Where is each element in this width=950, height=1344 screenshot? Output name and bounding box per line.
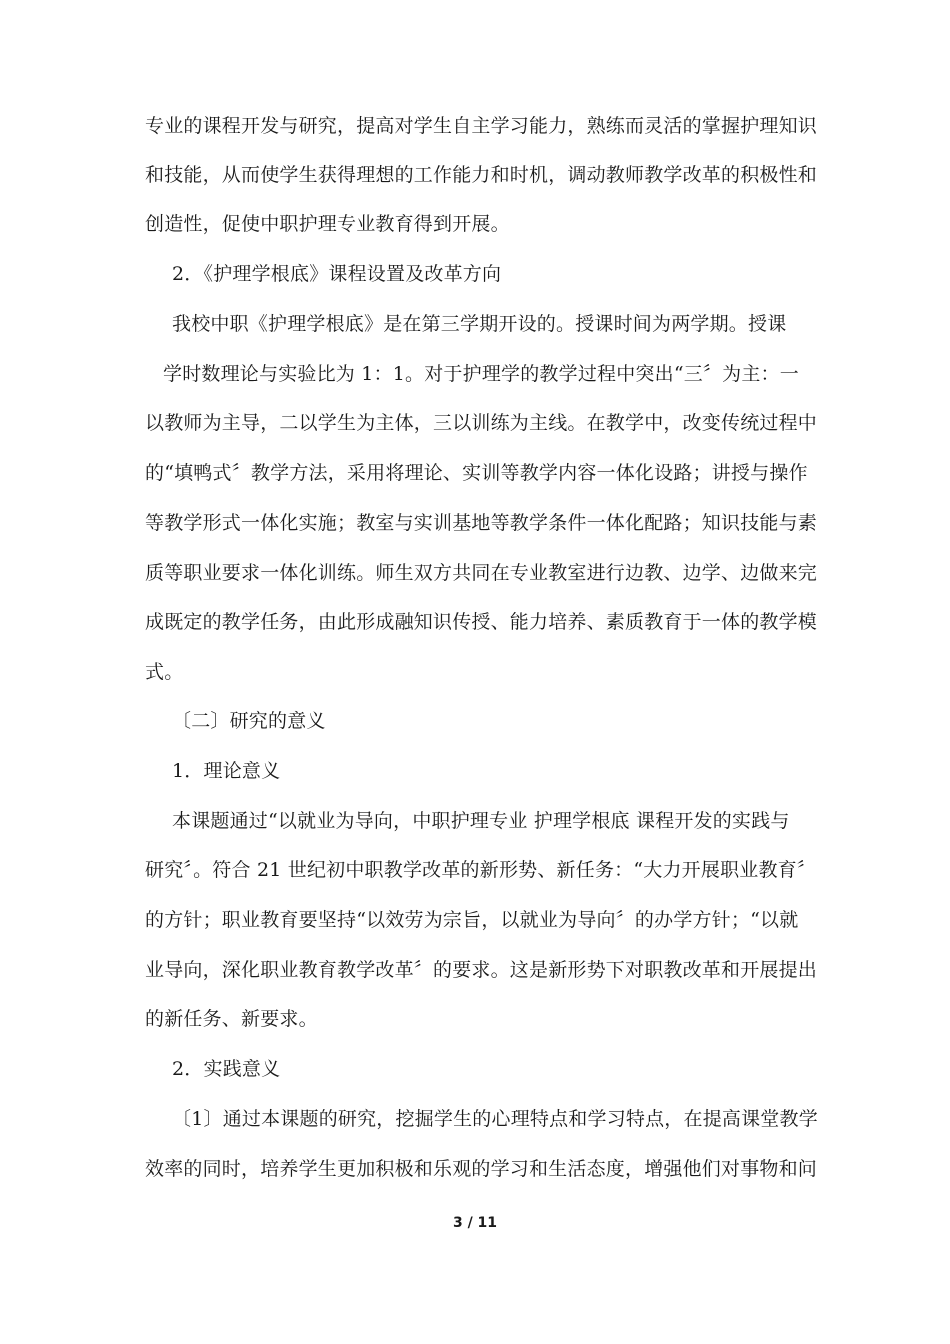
paragraph-line: 业导向，深化职业教育教学改革〞的要求。这是新形势下对职教改革和开展提出 [145, 959, 818, 981]
paragraph-line: 以教师为主导，二以学生为主体，三以训练为主线。在教学中，改变传统过程中 [145, 412, 818, 434]
paragraph-line: 创造性，促使中职护理专业教育得到开展。 [145, 213, 510, 235]
section-heading: 〔二〕研究的意义 [172, 710, 326, 732]
subsection-heading: 2．实践意义 [172, 1058, 281, 1080]
paragraph-line: 的方针；职业教育要坚持“以效劳为宗旨，以就业为导向〞的办学方针；“以就 [145, 909, 799, 931]
subsection-heading: 1．理论意义 [172, 760, 281, 782]
paragraph-line: 研究〞。符合 21 世纪初中职教学改革的新形势、新任务：“大力开展职业教育〞 [145, 859, 817, 881]
paragraph-line: 质等职业要求一体化训练。师生双方共同在专业教室进行边教、边学、边做来完 [145, 562, 818, 584]
paragraph-line: 效率的同时，培养学生更加积极和乐观的学习和生活态度，增强他们对事物和问 [145, 1158, 818, 1180]
paragraph-line: 成既定的教学任务，由此形成融知识传授、能力培养、素质教育于一体的教学模 [145, 611, 818, 633]
paragraph-line: 我校中职《护理学根底》是在第三学期开设的。授课时间为两学期。授课 [172, 313, 787, 335]
paragraph-line: 等教学形式一体化实施；教室与实训基地等教学条件一体化配路；知识技能与素 [145, 512, 818, 534]
section-heading: 2．《护理学根底》课程设置及改革方向 [172, 263, 502, 285]
page-number: 3 / 11 [452, 1215, 498, 1231]
paragraph-line: 的新任务、新要求。 [145, 1008, 318, 1030]
paragraph-line: 式。 [145, 661, 184, 683]
paragraph-line: 学时数理论与实验比为 1：1。对于护理学的教学过程中突出“三〞为主：一 [163, 363, 799, 385]
paragraph-line: 本课题通过“以就业为导向，中职护理专业 护理学根底 课程开发的实践与 [172, 810, 790, 832]
paragraph-line: 的“填鸭式〞教学方法，采用将理论、实训等教学内容一体化设路；讲授与操作 [145, 462, 808, 484]
paragraph-line: 专业的课程开发与研究，提高对学生自主学习能力，熟练而灵活的掌握护理知识 [145, 115, 818, 137]
paragraph-line: 和技能，从而使学生获得理想的工作能力和时机，调动教师教学改革的积极性和 [145, 164, 818, 186]
paragraph-line: 〔1〕通过本课题的研究，挖掘学生的心理特点和学习特点，在提高课堂教学 [172, 1108, 818, 1130]
